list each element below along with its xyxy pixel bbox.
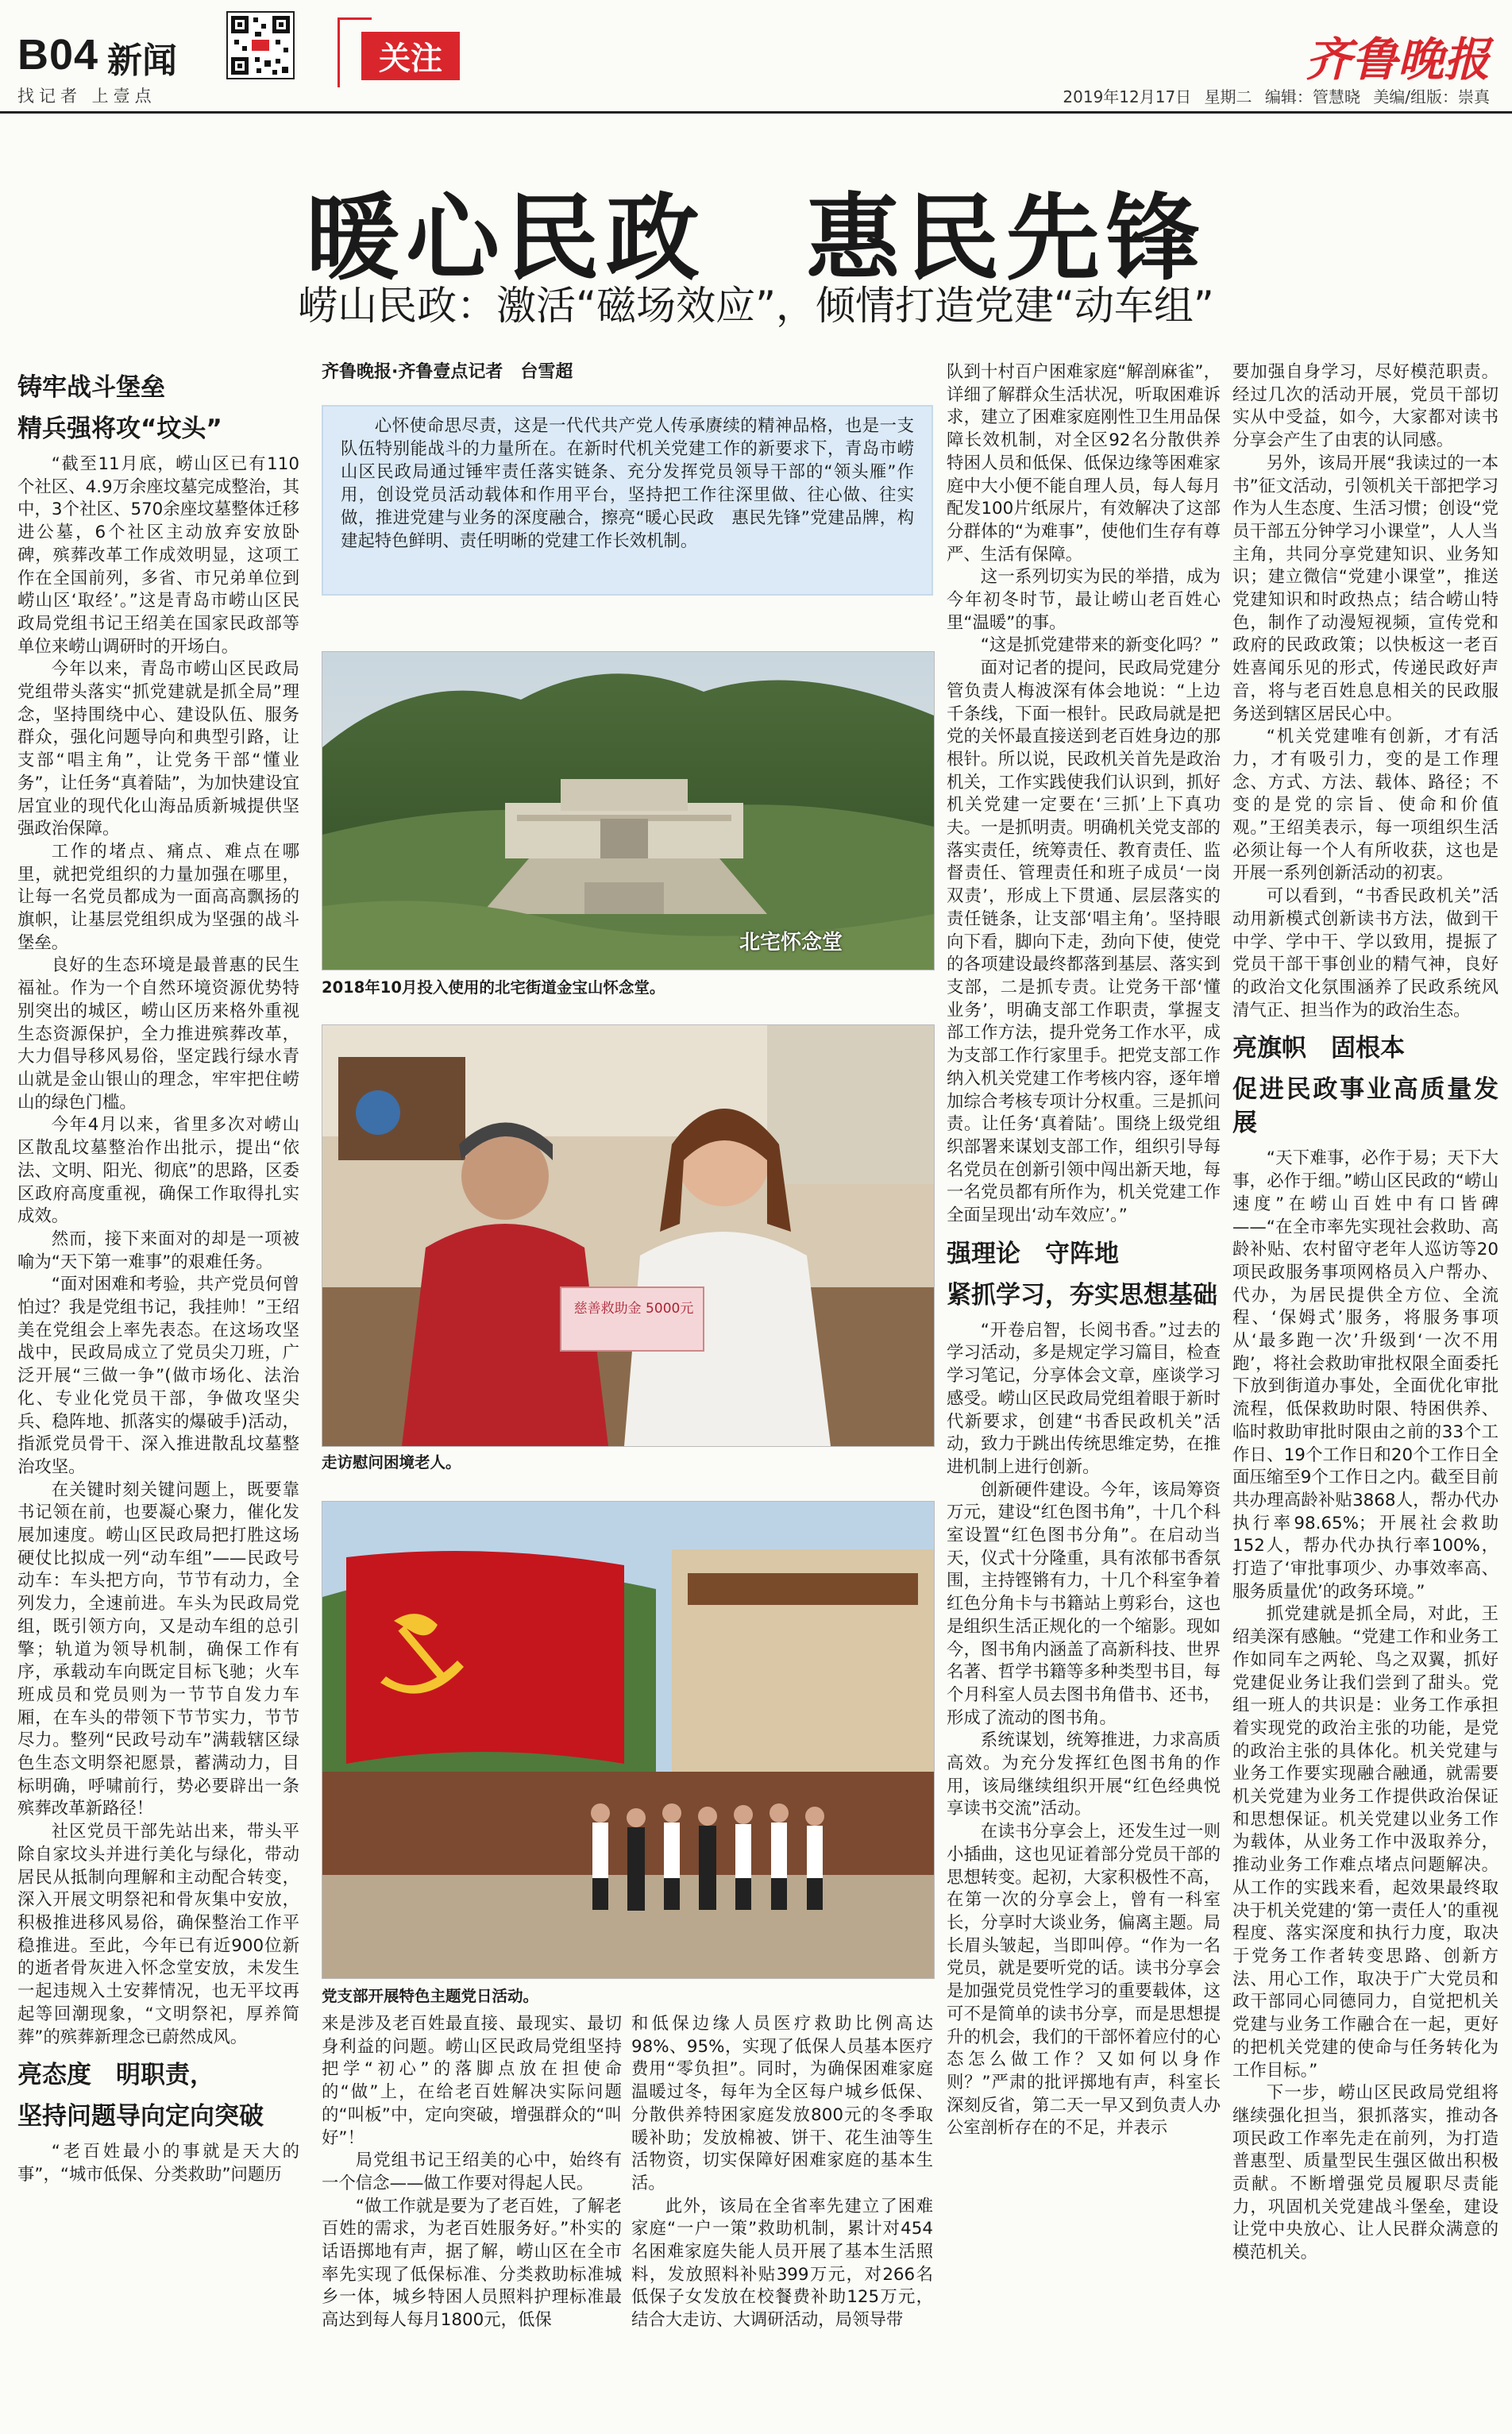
- paragraph: 局党组书记王绍美的心中，始终有一个信念——做工作要对得起人民。: [322, 2150, 622, 2193]
- section-heading: 铸牢战斗堡垒: [17, 373, 165, 402]
- section-subheading: 坚持问题导向定向突破: [17, 2102, 264, 2131]
- photo-label: 北宅怀念堂: [739, 931, 843, 955]
- headline: 暖心民政 惠民先锋: [305, 183, 1206, 293]
- envelope-text: 慈善救助金 5000元: [573, 1301, 694, 1317]
- photo-visit-elderly: [322, 1024, 935, 1447]
- section-heading: 亮旗帜 固根本: [1232, 1034, 1405, 1063]
- section-heading: 强理论 守阵地: [947, 1239, 1119, 1268]
- subheadline: 崂山民政：激活“磁场效应”，倾情打造党建“动车组”: [298, 283, 1214, 329]
- column-3-bottom: [631, 2013, 933, 2418]
- date-editor-line: 2019年12月17日 星期二 编辑：管慧晓 美编/组版：崇真: [1063, 87, 1490, 106]
- paragraph: 来是涉及老百姓最直接、最现实、最切身利益的问题。崂山区民政局党组坚持把学“初心”的落脚点放在担使命的“做”上，在给老百姓解决实际问题的“叫板”中，定向突破，增强群众的“叫好”！: [322, 2014, 622, 2148]
- section-tag: [338, 17, 500, 85]
- tag-label: 关注: [361, 32, 460, 80]
- byline-block: [322, 361, 933, 395]
- paragraph: 在读书分享会上，还发生过一则小插曲，这也见证着部分党员干部的思想转变。起初，大家积极性不高，在第一次的分享会上，曾有一科室长，分享时大谈业务，偏离主题。局长眉头皱起，当即叫停。“作为一名党员，就是要听党的话。读书分享会是加强党员党性学习的重要载体，这可不是简单的读书分享，而是思想提升的机会，我们的干部怀着应付的心态怎么做工作？又如何以身作则？”严肃的批评掷地有声，科室长深刻反省，第二天一早又到负责人办公室剖析存在的不足，并表示: [947, 1822, 1221, 2139]
- intro-box: [322, 405, 933, 596]
- paragraph: 另外，该局开展“我读过的一本书”征文活动，引领机关干部把学习作为人生态度、生活习惯；创设“党员干部五分钟学习小课堂”，人人当主角，共同分享党建知识、业务知识；建立微信“党建小课堂”，推送党建知识和时政热点；结合崂山特色，制作了动漫短视频，宣传党和政府的民政政策；以快板这一老百姓喜闻乐见的形式，传递民政好声音，将与老百姓息息相关的民政服务送到辖区居民心中。: [1232, 453, 1498, 724]
- qr-code-icon: [226, 11, 295, 79]
- paragraph: 今年以来，青岛市崂山区民政局党组带头落实“抓党建就是抓全局”理念，坚持围绕中心、建设队伍、服务群众，强化问题导向和典型引路，让支部“唱主角”，让党务干部“懂业务”，让任务“真着陆”，为加快建设宜居宜业的现代化山海品质新城提供坚强政治保障。: [17, 659, 299, 839]
- paragraph: “开卷启智，长阅书香。”过去的学习活动，多是规定学习篇目，检查学习笔记，分享体会文章，座谈学习感受。崂山区民政局党组着眼于新时代新要求，创建“书香民政机关”活动，致力于跳出传统思维定势，在推进机制上进行创新。: [947, 1320, 1221, 1477]
- paragraph: 这一系列切实为民的举措，成为今年初冬时节，最让崂山老百姓心里“温暖”的事。: [947, 567, 1221, 633]
- masthead-logo: 齐鲁晚报: [1305, 33, 1490, 87]
- paragraph: 此外，该局在全省率先建立了困难家庭“一户一策”救助机制，累计对454名困难家庭失能人员开展了基本生活照料，发放照料补贴399万元，对266名低保子女发放在校餐费补助125万元，结合大走访、大调研活动，局领导带: [631, 2196, 933, 2331]
- photo-party-day: [322, 1501, 935, 1979]
- column-5: [1232, 361, 1498, 2418]
- section-heading: 亮态度 明职责，: [17, 2061, 214, 2090]
- paragraph: 今年4月以来，省里多次对崂山区散乱坟墓整治作出批示，提出“依法、文明、阳光、彻底”的思路，区委区政府高度重视，确保工作取得扎实成效。: [17, 1115, 299, 1227]
- paragraph: 工作的堵点、痛点、难点在哪里，就把党组织的力量加强在哪里，让每一名党员都成为一面高高飘扬的旗帜，让基层党组织成为坚强的战斗堡垒。: [17, 841, 299, 953]
- paragraph: “老百姓最小的事就是天大的事”，“城市低保、分类救助”问题历: [17, 2142, 299, 2185]
- photo-caption: 走访慰问困境老人。: [322, 1453, 461, 1472]
- section-name: 新闻: [107, 41, 177, 81]
- paragraph: “截至11月底，崂山区已有110个社区、4.9万余座坟墓完成整治，其中，3个社区、570余座坟墓整体迁移进公墓，6个社区主动放弃安放卧碑，殡葬改革工作成效明显，这项工作在全国前列，多省、市兄弟单位到崂山区‘取经’。”这是青岛市崂山区民政局党组书记王绍美在国家民政部等单位来崂山调研时的开场白。: [17, 454, 299, 657]
- intro-text: 心怀使命思尽责，这是一代代共产党人传承赓续的精神品格，也是一支队伍特别能战斗的力量所在。在新时代机关党建工作的新要求下，青岛市崂山区民政局通过锤牢责任落实链条、充分发挥党员领导干部的“领头雁”作用，创设党员活动载体和作用平台，坚持把工作往深里做、往心做、往实做，推进党建与业务的深度融合，擦亮“暖心民政 惠民先锋”党建品牌，构建起特色鲜明、责任明晰的党建工作长效机制。: [341, 416, 914, 551]
- paragraph: 和低保边缘人员医疗救助比例高达98%、95%，实现了低保人员基本医疗费用“零负担”。同时，为确保困难家庭温暖过冬，每年为全区每户城乡低保、分散供养特困家庭发放800元的冬季取暖补助；发放棉被、饼干、花生油等生活物资，切实保障好困难家庭的基本生活。: [631, 2014, 933, 2193]
- paragraph: 社区党员干部先站出来，带头平除自家坟头并进行美化与绿化，带动居民从抵制向理解和主动配合转变，深入开展文明祭祀和骨灰集中安放，积极推进移风易俗，确保整治工作平稳推进。至此，今年已有近900位新的逝者骨灰进入怀念堂安放，未发生一起违规入土安葬情况，也无平坟再起等回潮现象，“文明祭祀，厚养简葬”的殡葬新理念已蔚然成风。: [17, 1822, 299, 2047]
- paragraph: 要加强自身学习，尽好模范职责。经过几次的活动开展，党员干部切实从中受益，如今，大家都对读书分享会产生了由衷的认同感。: [1232, 362, 1498, 451]
- byline: 齐鲁晚报·齐鲁壹点记者 台雪超: [322, 362, 573, 382]
- paragraph: 队到十村百户困难家庭“解剖麻雀”，详细了解群众生活状况，听取困难诉求，建立了困难家庭刚性卫生用品保障长效机制，对全区92名分散供养特困人员和低保、低保边缘等困难家庭中大小便不能自理人员，每人每月配发100片纸尿片，有效解决了这部分群体的“为难事”，使他们生存有尊严、生活有保障。: [947, 362, 1221, 565]
- paragraph: 抓党建就是抓全局，对此，王绍美深有感触。“党建工作和业务工作如同车之两轮、鸟之双翼，抓好党建促业务让我们尝到了甜头。党组一班人的共识是：业务工作承担着实现党的政治主张的功能，是党的政治主张的具体化。机关党建与业务工作要实现融合融通，就需要机关党建为业务工作提供政治保证和思想保证。机关党建以业务工作为载体，从业务工作中汲取养分，推动业务工作难点堵点问题解决。从工作的实践来看，起效果最终取决于机关党建的‘第一责任人’的重视程度、落实深度和执行力度，取决于党务工作者转变思路、创新方法、用心工作，取决于广大党员和政干部同心同德同力，自觉把机关党建与业务工作融合在一起，更好的把机关党建的使命与任务转化为工作目标。”: [1232, 1604, 1498, 2081]
- section-subheading: 促进民政事业高质量发展: [1232, 1075, 1498, 1138]
- section-subheading: 精兵强将攻“坟头”: [17, 415, 222, 443]
- section-subheading: 紧抓学习，夯实思想基础: [947, 1280, 1217, 1310]
- paragraph: 在关键时刻关键问题上，既要靠书记领在前，也要凝心聚力，催化发展加速度。崂山区民政局把打胜这场硬仗比拟成一列“动车组”——民政号动车：车头把方向，节节有动力，全列发力，全速前进。车头为民政局党组，既引领方向，又是动车组的总引擎；轨道为领导机制，确保工作有序，承载动车向既定目标飞驰；火车班成员和党员则为一节节自发力车厢，在车头的带领下节节实力，节节尽力。整列“民政号动车”满载辖区绿色生态文明祭祀愿景，蓄满动力，目标明确，呼啸前行，势必要辟出一条殡葬改革新路径！: [17, 1479, 299, 1819]
- paragraph: 然而，接下来面对的却是一项被喻为“天下第一难事”的艰难任务。: [17, 1229, 299, 1272]
- paragraph: 面对记者的提问，民政局党建分管负责人梅波深有体会地说：“上边千条线，下面一根针。民政局就是把党的关怀最直接送到老百姓身边的那根针。所以说，民政机关首先是政治机关，工作实践使我们认识到，抓好机关党建一定要在‘三抓’上下真功夫。一是抓明责。明确机关党支部的落实责任，统筹责任、教育责任、监督责任、管理责任和班子成员‘一岗双责’，形成上下贯通、层层落实的责任链条，让支部‘唱主角’。坚持眼向下看，脚向下走，劲向下使，使党的各项建设最终都落到基层、落实到支部，二是抓专责。让党务干部‘懂业务’，明确支部工作职责，掌握支部工作方法，提升党务工作水平，成为支部工作行家里手。把党支部工作纳入机关党建工作考核内容，逐年增加综合考核专项计分权重。三是抓问责。让任务‘真着陆’。围绕上级党组织部署来谋划支部工作，组织引导每名党员在创新引领中闯出新天地，每一名党员都有所作为，机关党建工作全面呈现出‘动车效应’。”: [947, 658, 1221, 1226]
- photo-caption: 党支部开展特色主题党日活动。: [322, 1987, 539, 2005]
- paragraph: “面对困难和考验，共产党员何曾怕过？我是党组书记，我挂帅！”王绍美在党组会上率先表态。在这场攻坚战中，民政局成立了党员尖刀班，广泛开展“三做一争”(做市场化、法治化、专业化党员干部，争做攻坚尖兵、稳阵地、抓落实的爆破手)活动，指派党员骨干、深入推进散乱坟墓整治攻坚。: [17, 1275, 299, 1477]
- photo-memorial-hall: [322, 651, 935, 970]
- column-4: [947, 361, 1221, 2418]
- paragraph: 可以看到，“书香民政机关”活动用新模式创新读书方法，做到干中学、学中干、学以致用，提振了党员干部干事创业的精气神，良好的政治文化氛围涵养了民政系统风清气正、担当作为的政治生态。: [1232, 886, 1498, 1020]
- paragraph: “天下难事，必作于易；天下大事，必作于细。”崂山区民政的“崂山速度”在崂山百姓中有口皆碑——“在全市率先实现社会救助、高龄补贴、农村留守老年人巡访等20项民政服务事项网格员入户帮办、代办，为居民提供全方位、全流程、‘保姆式’服务，将服务事项从‘最多跑一次’升级到‘一次不用跑’，将社会救助审批权限全面委托下放到街道办事处，全面优化审批流程，低保救助时限、特困供养、临时救助审批时限由之前的33个工作日、19个工作日和20个工作日全面压缩至9个工作日之内。截至目前共办理高龄补贴3868人，帮办代办执行率98.65%；开展社会救助152人，帮办代办执行率100%，打造了‘审批事项少、办事效率高、服务质量优’的政务环境。”: [1232, 1148, 1498, 1602]
- header-rule: [0, 111, 1512, 114]
- paragraph: “做工作就是要为了老百姓，了解老百姓的需求，为老百姓服务好。”朴实的话语掷地有声，据了解，崂山区在全市率先实现了低保标准、分类救助标准城乡一体，城乡特困人员照料护理标准最高达到每人每月1800元，低保: [322, 2196, 622, 2331]
- paragraph: 下一步，崂山区民政局党组将继续强化担当，狠抓落实，推动各项民政工作率先走在前列，为打造普惠型、质量型民生强区做出积极贡献。不断增强党员履职尽责能力，巩固机关党建战斗堡垒，建设让党中央放心、让人民群众满意的模范机关。: [1232, 2083, 1498, 2263]
- column-2-bottom: [322, 2013, 622, 2418]
- paragraph: 良好的生态环境是最普惠的民生福祉。作为一个自然环境资源优势特别突出的城区，崂山区历来格外重视生态资源保护，全力推进殡葬改革，大力倡导移风易俗，坚定践行绿水青山就是金山银山的理念，牢牢把住崂山的绿色门槛。: [17, 955, 299, 1113]
- paragraph: 创新硬件建设。今年，该局筹资万元，建设“红色图书角”，十几个科室设置“红色图书分角”。在启动当天，仪式十分隆重，具有浓郁书香氛围，主持铿锵有力，十几个科室争着红色分角卡与书籍站上剪彩台，这也是组织生活正规化的一个缩影。现如今，图书角内涵盖了高新科技、世界名著、哲学书籍等多种类型书目，每个月科室人员去图书角借书、还书，形成了流动的图书角。: [947, 1479, 1221, 1728]
- paragraph: “这是抓党建带来的新变化吗？”: [980, 635, 1220, 656]
- header-slogan: 找记者 上壹点: [17, 87, 156, 106]
- paragraph: “机关党建唯有创新，才有活力，才有吸引力，变的是工作理念、方式、方法、载体、路径；不变的是党的宗旨、使命和价值观。”王绍美表示，每一项组织生活必须让每一个人有所收获，这也是开展一系列创新活动的初衷。: [1232, 727, 1498, 884]
- paragraph: 系统谋划，统筹推进，力求高质高效。为充分发挥红色图书角的作用，该局继续组织开展“红色经典悦享读书交流”活动。: [947, 1730, 1221, 1819]
- page-number-block: [17, 30, 98, 79]
- photo-caption: 2018年10月投入使用的北宅街道金宝山怀念堂。: [322, 978, 665, 997]
- page-number: B04: [17, 31, 99, 79]
- column-1: [17, 361, 299, 2414]
